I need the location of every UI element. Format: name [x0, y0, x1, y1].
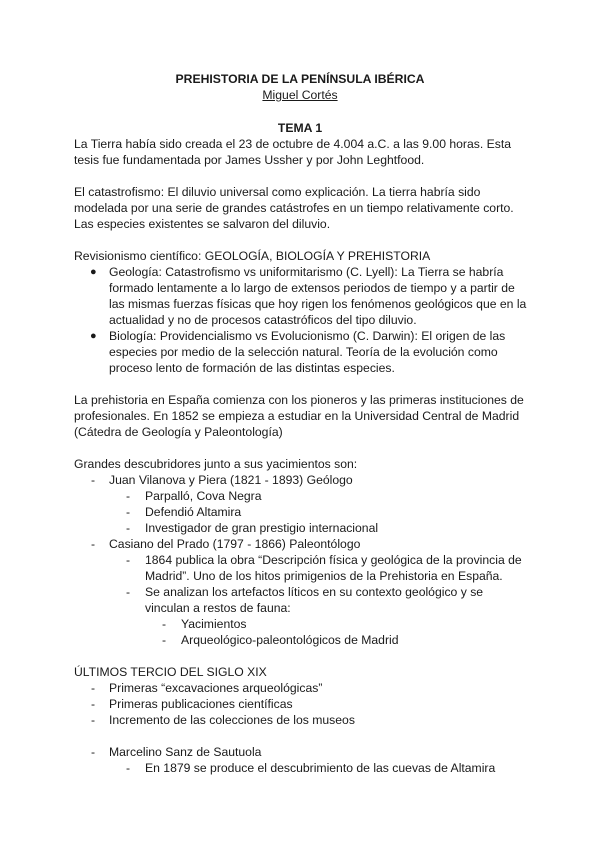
author-name: Miguel Cortés: [262, 88, 338, 102]
list-item-line: especies por medio de la selección natural. Teoría de la evolución como: [109, 345, 498, 359]
list-item-line: Arqueológico-paleontológicos de Madrid: [181, 633, 399, 647]
document-title: PREHISTORIA DE LA PENÍNSULA IBÉRICA: [175, 72, 425, 86]
list-item-line: Geología: Catastrofismo vs uniformitarismo (C. Lyell): La Tierra se habría: [109, 265, 504, 279]
paragraph-line: La Tierra había sido creada el 23 de octubre de 4.004 a.C. a las 9.00 horas. Esta: [74, 137, 511, 151]
dash-marker: -: [91, 537, 96, 551]
list-item-label: Marcelino Sanz de Sautuola: [109, 745, 262, 759]
paragraph-line: El catastrofismo: El diluvio universal como explicación. La tierra habría sido: [74, 185, 481, 199]
dash-marker: -: [126, 489, 131, 503]
list-item-line: Investigador de gran prestigio internacional: [145, 521, 379, 535]
list-item-line: formado lentamente a lo largo de extensos periodos de tiempo y a partir de: [109, 281, 515, 295]
list-item-line: actualidad y no de procesos catastróficos del tipo diluvio.: [109, 313, 417, 327]
dash-marker: -: [162, 633, 167, 647]
paragraph-line: tesis fue fundamentada por James Ussher y por John Leghtfood.: [74, 153, 425, 167]
section-heading: ÚLTIMOS TERCIO DEL SIGLO XIX: [74, 665, 267, 679]
list-item-label: Juan Vilanova y Piera (1821 - 1893) Geólogo: [109, 473, 353, 487]
list-item-line: En 1879 se produce el descubrimiento de las cuevas de Altamira: [145, 761, 496, 775]
bullet-icon: ●: [90, 330, 97, 342]
paragraph-line: modelada por una serie de grandes catástrofes en un tiempo relativamente corto.: [74, 201, 514, 215]
paragraph-line: La prehistoria en España comienza con los pioneros y las primeras instituciones de: [74, 393, 524, 407]
dash-marker: -: [126, 585, 131, 599]
dash-marker: -: [91, 681, 96, 695]
dash-marker: -: [91, 697, 96, 711]
section-title: TEMA 1: [277, 121, 323, 135]
dash-marker: -: [91, 745, 96, 759]
section-heading: Revisionismo científico: GEOLOGÍA, BIOLOGÍA Y PREHISTORIA: [74, 249, 431, 263]
dash-marker: -: [91, 713, 96, 727]
list-item-line: Biología: Providencialismo vs Evolucionismo (C. Darwin): El origen de las: [109, 329, 506, 343]
list-item-line: proceso lento de formación de las distintas especies.: [109, 361, 395, 375]
list-item-line: Yacimientos: [181, 617, 247, 631]
list-item-line: Madrid”. Uno de los hitos primigenios de la Prehistoria en España.: [145, 569, 503, 583]
list-item-line: vinculan a restos de fauna:: [145, 601, 291, 615]
dash-marker: -: [126, 521, 131, 535]
list-item-line: Defendió Altamira: [145, 505, 242, 519]
dash-marker: -: [126, 761, 131, 775]
dash-marker: -: [126, 505, 131, 519]
paragraph-line: (Cátedra de Geología y Paleontología): [74, 425, 283, 439]
list-item-label: Casiano del Prado (1797 - 1866) Paleontólogo: [109, 537, 361, 551]
dash-marker: -: [91, 473, 96, 487]
section-heading: Grandes descubridores junto a sus yacimientos son:: [74, 457, 358, 471]
paragraph-line: Las especies existentes se salvaron del diluvio.: [74, 217, 331, 231]
list-item-line: Primeras “excavaciones arqueológicas”: [109, 681, 323, 695]
paragraph-line: profesionales. En 1852 se empieza a estudiar en la Universidad Central de Madrid: [74, 409, 520, 423]
list-item-line: Se analizan los artefactos líticos en su contexto geológico y se: [145, 585, 484, 599]
list-item-line: 1864 publica la obra “Descripción física y geológica de la provincia de: [145, 553, 522, 567]
list-item-line: Primeras publicaciones científicas: [109, 697, 293, 711]
dash-marker: -: [162, 617, 167, 631]
dash-marker: -: [126, 553, 131, 567]
bullet-icon: ●: [90, 266, 97, 278]
list-item-line: Parpalló, Cova Negra: [145, 489, 262, 503]
list-item-line: las mismas fuerzas físicas que hoy rigen los fenómenos geológicos que en la: [109, 297, 527, 311]
list-item-line: Incremento de las colecciones de los museos: [109, 713, 355, 727]
